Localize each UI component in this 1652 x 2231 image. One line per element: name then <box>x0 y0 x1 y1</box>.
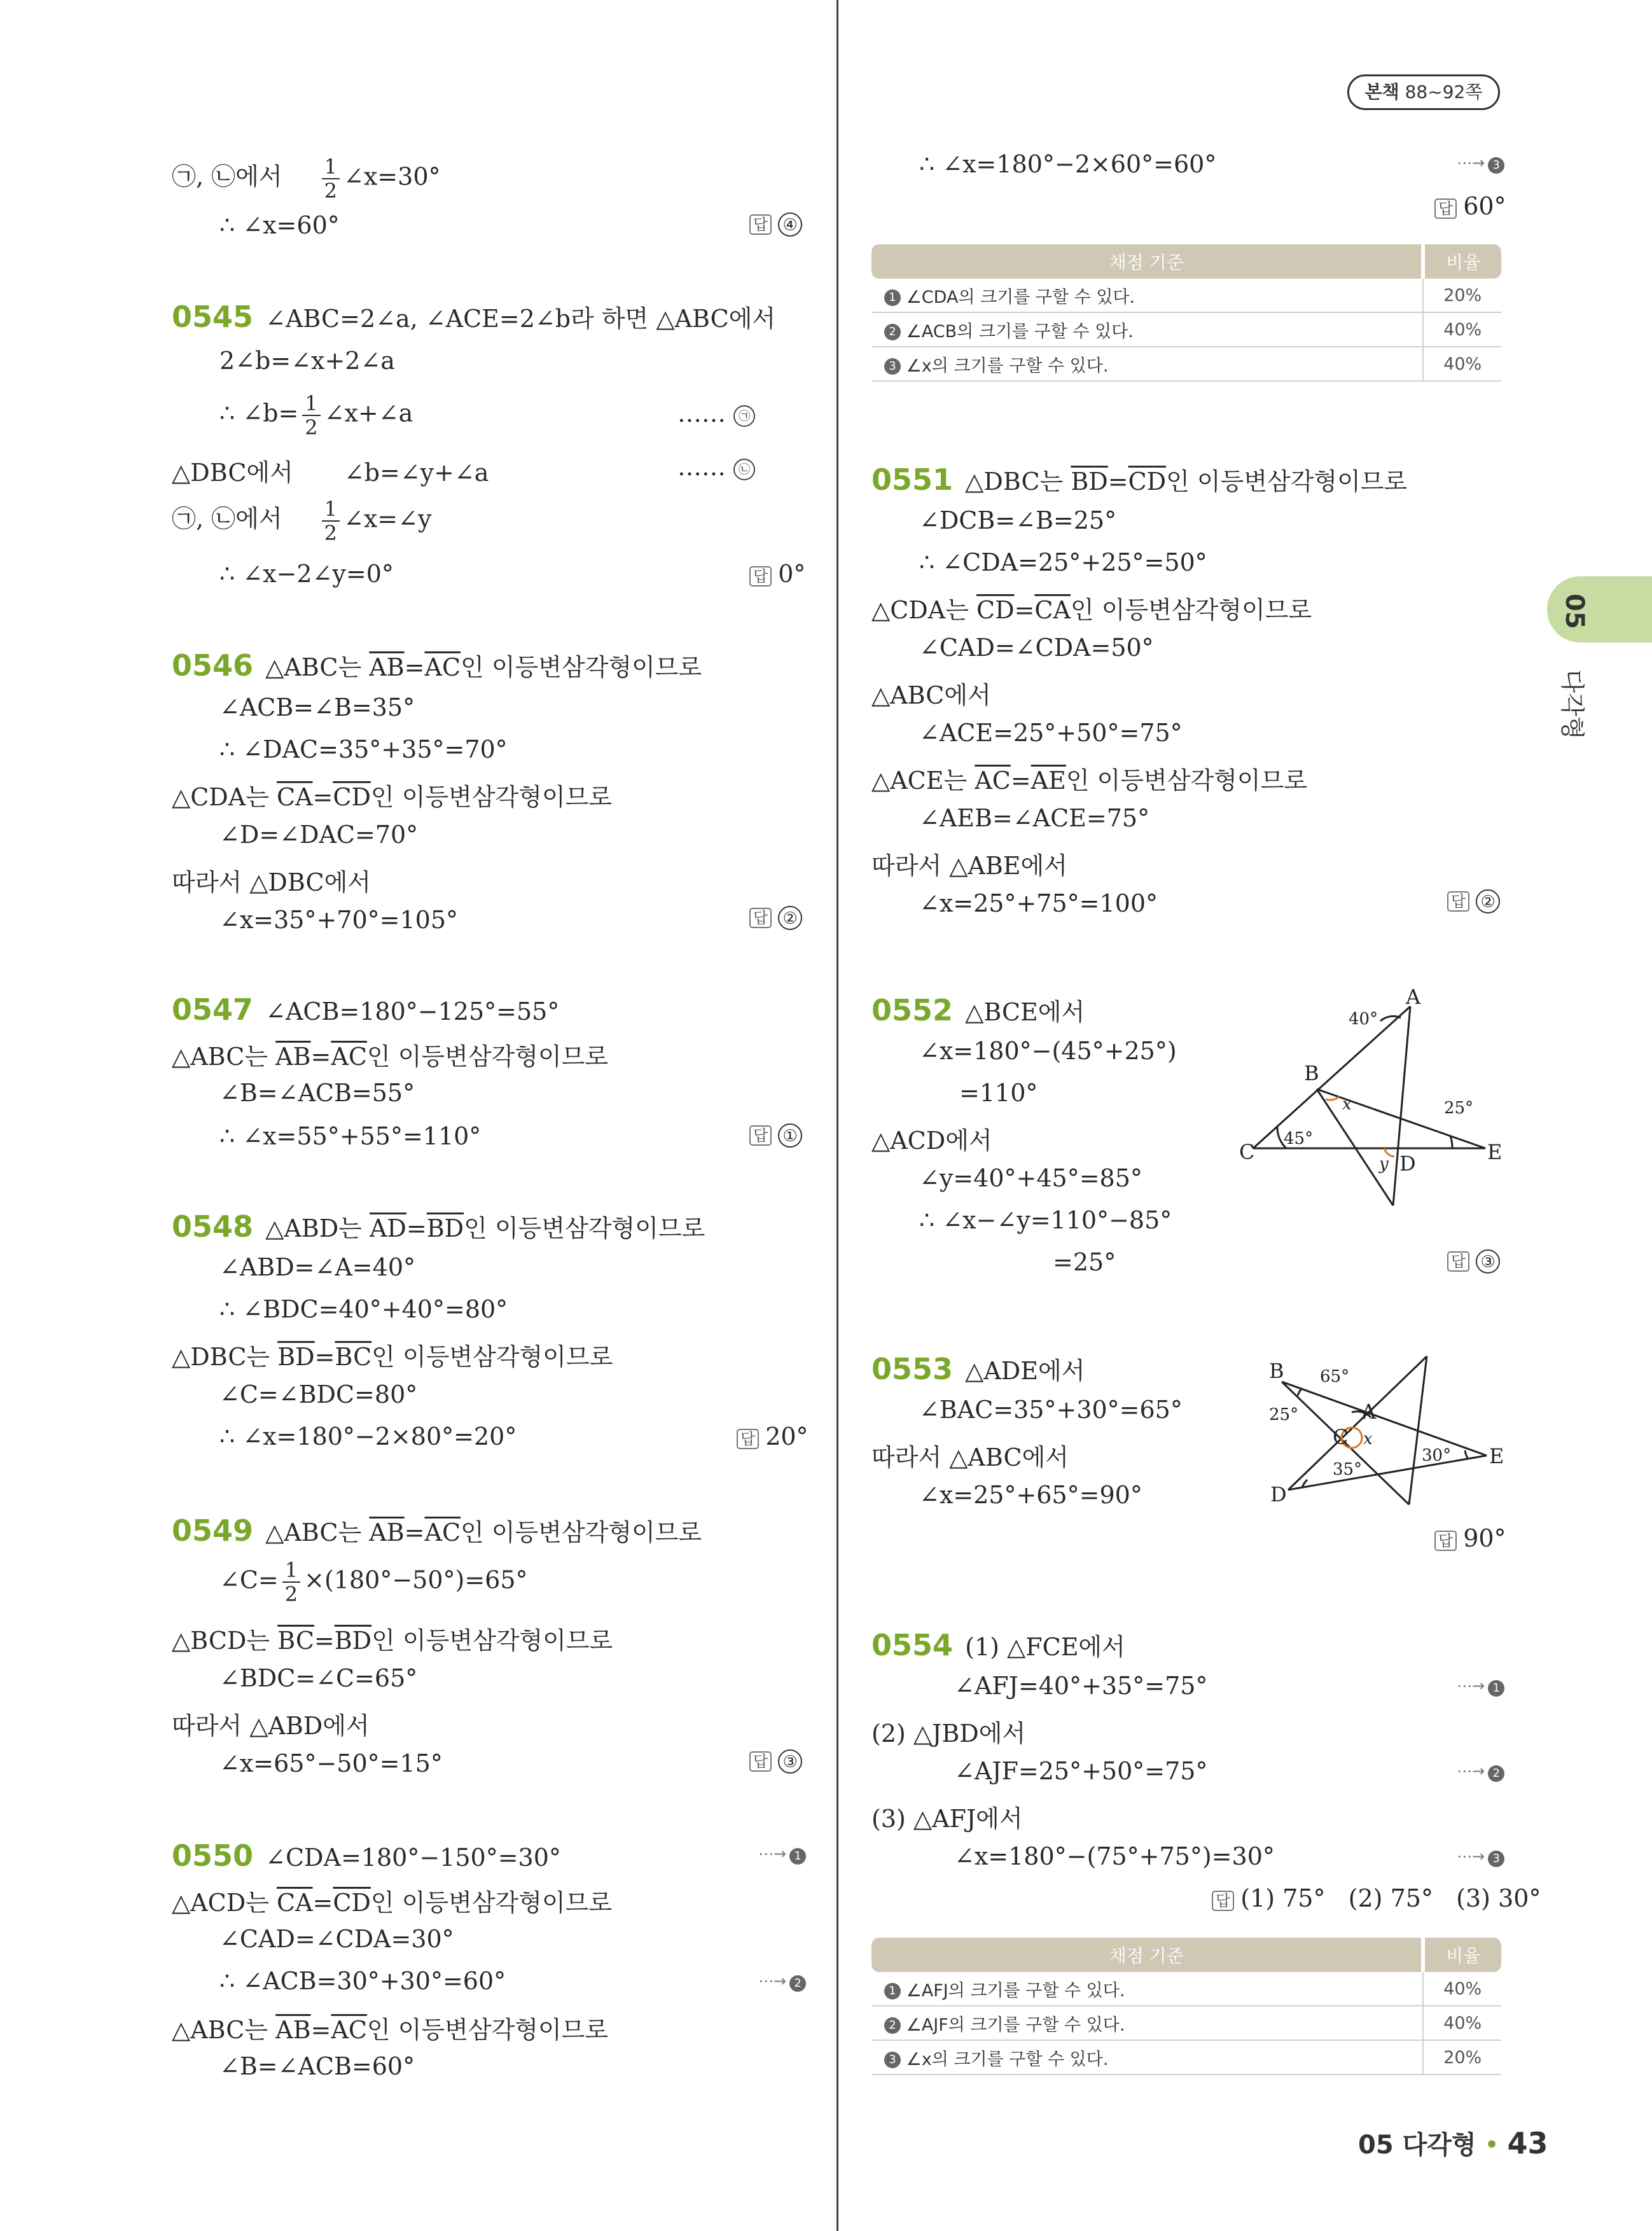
problem-0549: 0549 △ABC는 $\overline{AB}=\overline{AC}$인 이등변삼각형이므로 <box>172 1513 702 1548</box>
text-line: ∠ACE=25°+50°=75° <box>919 719 1183 747</box>
scoring-rubric-table <box>871 1938 1501 2075</box>
text-line: 따라서 △ABE에서 <box>871 852 1067 880</box>
answer-mark: 답 ② <box>749 906 802 930</box>
label-E: E <box>1489 1444 1504 1468</box>
text-line: ∠ACB=∠B=35° <box>219 693 415 721</box>
text-line: △ABC에서 <box>871 681 991 709</box>
text-line: ∴ ∠x−2∠y=0° <box>219 560 394 588</box>
text-line: △BCD는 $\overline{BC}=\overline{BD}$인 이등변삼각형이므로 <box>172 1627 613 1655</box>
rubric-header: 채점 기준 <box>871 1938 1423 1972</box>
text-line: ∠AJF=25°+50°=75° <box>954 1757 1208 1785</box>
problem-0550: 0550 ∠CDA=180°−150°=30° <box>172 1838 561 1873</box>
label-angle-65: 65° <box>1320 1367 1350 1386</box>
label-C: C <box>1239 1140 1255 1164</box>
text-line: ∴ ∠BDC=40°+40°=80° <box>219 1295 508 1323</box>
text-line: ∠AEB=∠ACE=75° <box>919 804 1150 832</box>
angle-arc-x <box>1326 1097 1339 1100</box>
text-line: △ACE는 $\overline{AC}=\overline{AE}$인 이등변삼각형이므로 <box>871 767 1308 795</box>
text-line: ∠AFJ=40°+35°=75° <box>954 1672 1208 1700</box>
text-line: ∴ ∠ACB=30°+30°=60° <box>219 1967 506 1995</box>
text-line: ∴ ∠DAC=35°+35°=70° <box>219 735 508 763</box>
problem-0546: 0546 △ABC는 $\overline{AB}=\overline{AC}$인 이등변삼각형이므로 <box>172 648 702 683</box>
table-row: 1 ∠CDA의 크기를 구할 수 있다. 20% <box>871 279 1501 312</box>
table-row: 3 ∠x의 크기를 구할 수 있다. 20% <box>871 2040 1501 2075</box>
text-line: ∠C= $\frac{1}{2}$ ×(180°−50°)=65° <box>219 1558 528 1606</box>
label-angle-40: 40° <box>1349 1010 1378 1029</box>
text-line: ∠C=∠BDC=80° <box>219 1380 418 1408</box>
chapter-tab-label: 다각형 <box>1558 669 1586 740</box>
answer-mark: 답 ③ <box>1447 1249 1500 1274</box>
text-line: ∠BAC=35°+30°=65° <box>919 1396 1183 1424</box>
text-line: ∠CAD=∠CDA=50° <box>919 634 1154 662</box>
text-line: =25° <box>1053 1248 1116 1276</box>
text-line: ∠x=35°+70°=105° <box>219 906 459 934</box>
problem-0547: 0547 ∠ACB=180°−125°=55° <box>172 992 560 1027</box>
table-row: 2 ∠AJF의 크기를 구할 수 있다. 40% <box>871 2006 1501 2040</box>
scoring-rubric-table <box>871 244 1501 382</box>
text-line: 따라서 △DBC에서 <box>172 868 371 896</box>
page-footer <box>1358 2125 1548 2161</box>
problem-0552: 0552 △BCE에서 <box>871 993 1085 1027</box>
chapter-tab-number: 05 <box>1560 594 1589 629</box>
text-line: …… ㉠ <box>677 400 755 427</box>
text-line: ∴ ∠x=180°−2×60°=60° <box>919 150 1217 178</box>
label-angle-45: 45° <box>1284 1129 1314 1148</box>
text-line: ∴ ∠CDA=25°+25°=50° <box>919 548 1207 576</box>
footer-dot: • <box>1484 2130 1499 2160</box>
problem-0548: 0548 △ABD는 $\overline{AD}=\overline{BD}$인 이등변삼각형이므로 <box>172 1209 705 1244</box>
text-line: △ACD는 $\overline{CA}=\overline{CD}$인 이등변삼각형이므로 <box>172 1889 613 1917</box>
answer-mark: 답 ③ <box>749 1749 802 1774</box>
step-marker: ⋯→ 3 <box>1457 154 1504 174</box>
text-line: ∠D=∠DAC=70° <box>219 821 419 849</box>
angle-arc <box>1465 1450 1468 1458</box>
text-line: ∴ ∠x=60° <box>219 211 340 239</box>
label-B: B <box>1269 1359 1284 1383</box>
line-star <box>1409 1356 1427 1505</box>
badge-range: 88~92쪽 <box>1405 81 1483 102</box>
table-row: 2 ∠ACB의 크기를 구할 수 있다. 40% <box>871 312 1501 347</box>
table-row: 3 ∠x의 크기를 구할 수 있다. 40% <box>871 347 1501 381</box>
text-line: ∠x=25°+75°=100° <box>919 889 1158 917</box>
answer-mark: 답 ② <box>1447 889 1500 914</box>
text-line: ㉠, ㉡에서 $\frac{1}{2}$ ∠x=∠y <box>172 497 432 545</box>
step-marker: ⋯→ 1 <box>1457 1677 1504 1697</box>
text-line: ∠B=∠ACB=60° <box>219 2052 415 2080</box>
footer-chapter: 05 다각형 <box>1358 2130 1476 2160</box>
problem-0545: 0545 ∠ABC=2∠a, ∠ACE=2∠b라 하면 △ABC에서 <box>172 300 776 334</box>
text-line: ∠x=25°+65°=90° <box>919 1481 1142 1509</box>
line-BE <box>1282 1382 1487 1456</box>
badge-strong: 본책 <box>1364 81 1399 102</box>
label-B: B <box>1304 1061 1319 1085</box>
step-marker: ⋯→ 2 <box>1457 1762 1504 1782</box>
text-line: ∠CAD=∠CDA=30° <box>219 1925 454 1953</box>
text-line: =110° <box>959 1079 1038 1107</box>
text-line: ∠ABD=∠A=40° <box>219 1253 415 1281</box>
answer-mark: 답 (1) 75° (2) 75° (3) 30° <box>1212 1884 1541 1912</box>
text-line: (3) △AFJ에서 <box>871 1805 1023 1833</box>
step-marker: ⋯→ 3 <box>1457 1847 1504 1867</box>
text-line: ∠B=∠ACB=55° <box>219 1079 415 1107</box>
text-line: △ABC는 $\overline{AB}=\overline{AC}$인 이등변삼각형이므로 <box>172 2016 609 2044</box>
text-line: ∠y=40°+45°=85° <box>919 1164 1142 1192</box>
triangle-figure-0552 <box>1239 985 1508 1221</box>
column-divider <box>836 0 838 2231</box>
text-line: …… ㉡ <box>677 453 755 481</box>
text-line: △CDA는 $\overline{CD}=\overline{CA}$인 이등변삼각형이므로 <box>871 596 1312 624</box>
text-line: ∠BDC=∠C=65° <box>219 1664 418 1692</box>
label-A: A <box>1406 985 1421 1009</box>
label-angle-30: 30° <box>1422 1446 1452 1465</box>
step-marker: ⋯→ 2 <box>758 1972 806 1992</box>
label-angle-25: 25° <box>1269 1405 1299 1424</box>
text-line: △DBC에서 ∠b=∠y+∠a <box>172 459 489 487</box>
answer-mark: 답 ④ <box>749 212 802 237</box>
label-D: D <box>1270 1482 1287 1506</box>
problem-0551: 0551 △DBC는 $\overline{BD}=\overline{CD}$인 이등변삼각형이므로 <box>871 462 1408 497</box>
label-y: y <box>1379 1155 1389 1174</box>
label-A: A <box>1361 1400 1377 1424</box>
rubric-header: 비율 <box>1423 244 1501 279</box>
label-D: D <box>1399 1151 1416 1176</box>
text-line: 따라서 △ABC에서 <box>871 1443 1069 1471</box>
text-line: △ABC는 $\overline{AB}=\overline{AC}$인 이등변삼각형이므로 <box>172 1043 609 1071</box>
text-line: △CDA는 $\overline{CA}=\overline{CD}$인 이등변삼각형이므로 <box>172 783 613 811</box>
page-range-badge <box>1347 74 1500 110</box>
text-line: 따라서 △ABD에서 <box>172 1712 370 1740</box>
page-number: 43 <box>1507 2126 1548 2160</box>
fraction: $\frac{1}{2}$ <box>322 155 340 202</box>
text-line: 2∠b=∠x+2∠a <box>219 347 395 375</box>
problem-0554: 0554 (1) △FCE에서 <box>871 1628 1125 1662</box>
label-angle-25: 25° <box>1444 1099 1474 1118</box>
label-C: C <box>1333 1425 1349 1449</box>
answer-mark: 답 90° <box>1434 1524 1506 1552</box>
text-line: ∠x=180°−(45°+25°) <box>919 1037 1177 1065</box>
text-line: ∴ ∠x=180°−2×80°=20° <box>219 1422 517 1450</box>
answer-mark: 답 ① <box>749 1123 802 1148</box>
text-line: ∴ ∠b= $\frac{1}{2}$ ∠x+∠a <box>219 391 413 440</box>
text-line: ∠x=180°−(75°+75°)=30° <box>954 1842 1275 1870</box>
text-line: ∴ ∠x−∠y=110°−85° <box>919 1206 1172 1234</box>
star-figure-0553 <box>1263 1349 1511 1514</box>
text-line: ∠x=65°−50°=15° <box>219 1749 443 1777</box>
line-AD <box>1393 1006 1410 1206</box>
answer-mark: 답 60° <box>1434 192 1506 220</box>
step-marker: ⋯→ 1 <box>758 1845 806 1865</box>
rubric-header: 비율 <box>1423 1938 1501 1972</box>
problem-0553: 0553 △ADE에서 <box>871 1352 1085 1386</box>
text-line: ∠DCB=∠B=25° <box>919 506 1117 534</box>
text-line: ㉠, ㉡에서 $\frac{1}{2}$ ∠x=30° <box>172 155 441 203</box>
angle-arc <box>1450 1136 1452 1148</box>
label-E: E <box>1487 1140 1503 1164</box>
answer-mark: 답 20° <box>737 1422 809 1450</box>
text-line: ∴ ∠x=55°+55°=110° <box>219 1122 482 1150</box>
text-line: (2) △JBD에서 <box>871 1720 1026 1748</box>
text-line: △ACD에서 <box>871 1127 992 1155</box>
table-row: 1 ∠AFJ의 크기를 구할 수 있다. 40% <box>871 1972 1501 2006</box>
label-x: x <box>1363 1429 1373 1449</box>
label-angle-35: 35° <box>1333 1460 1363 1479</box>
label-x: x <box>1342 1095 1352 1114</box>
rubric-header: 채점 기준 <box>871 244 1423 279</box>
answer-mark: 답 0° <box>749 560 805 588</box>
text-line: △DBC는 $\overline{BD}=\overline{BC}$인 이등변삼각형이므로 <box>172 1343 613 1371</box>
